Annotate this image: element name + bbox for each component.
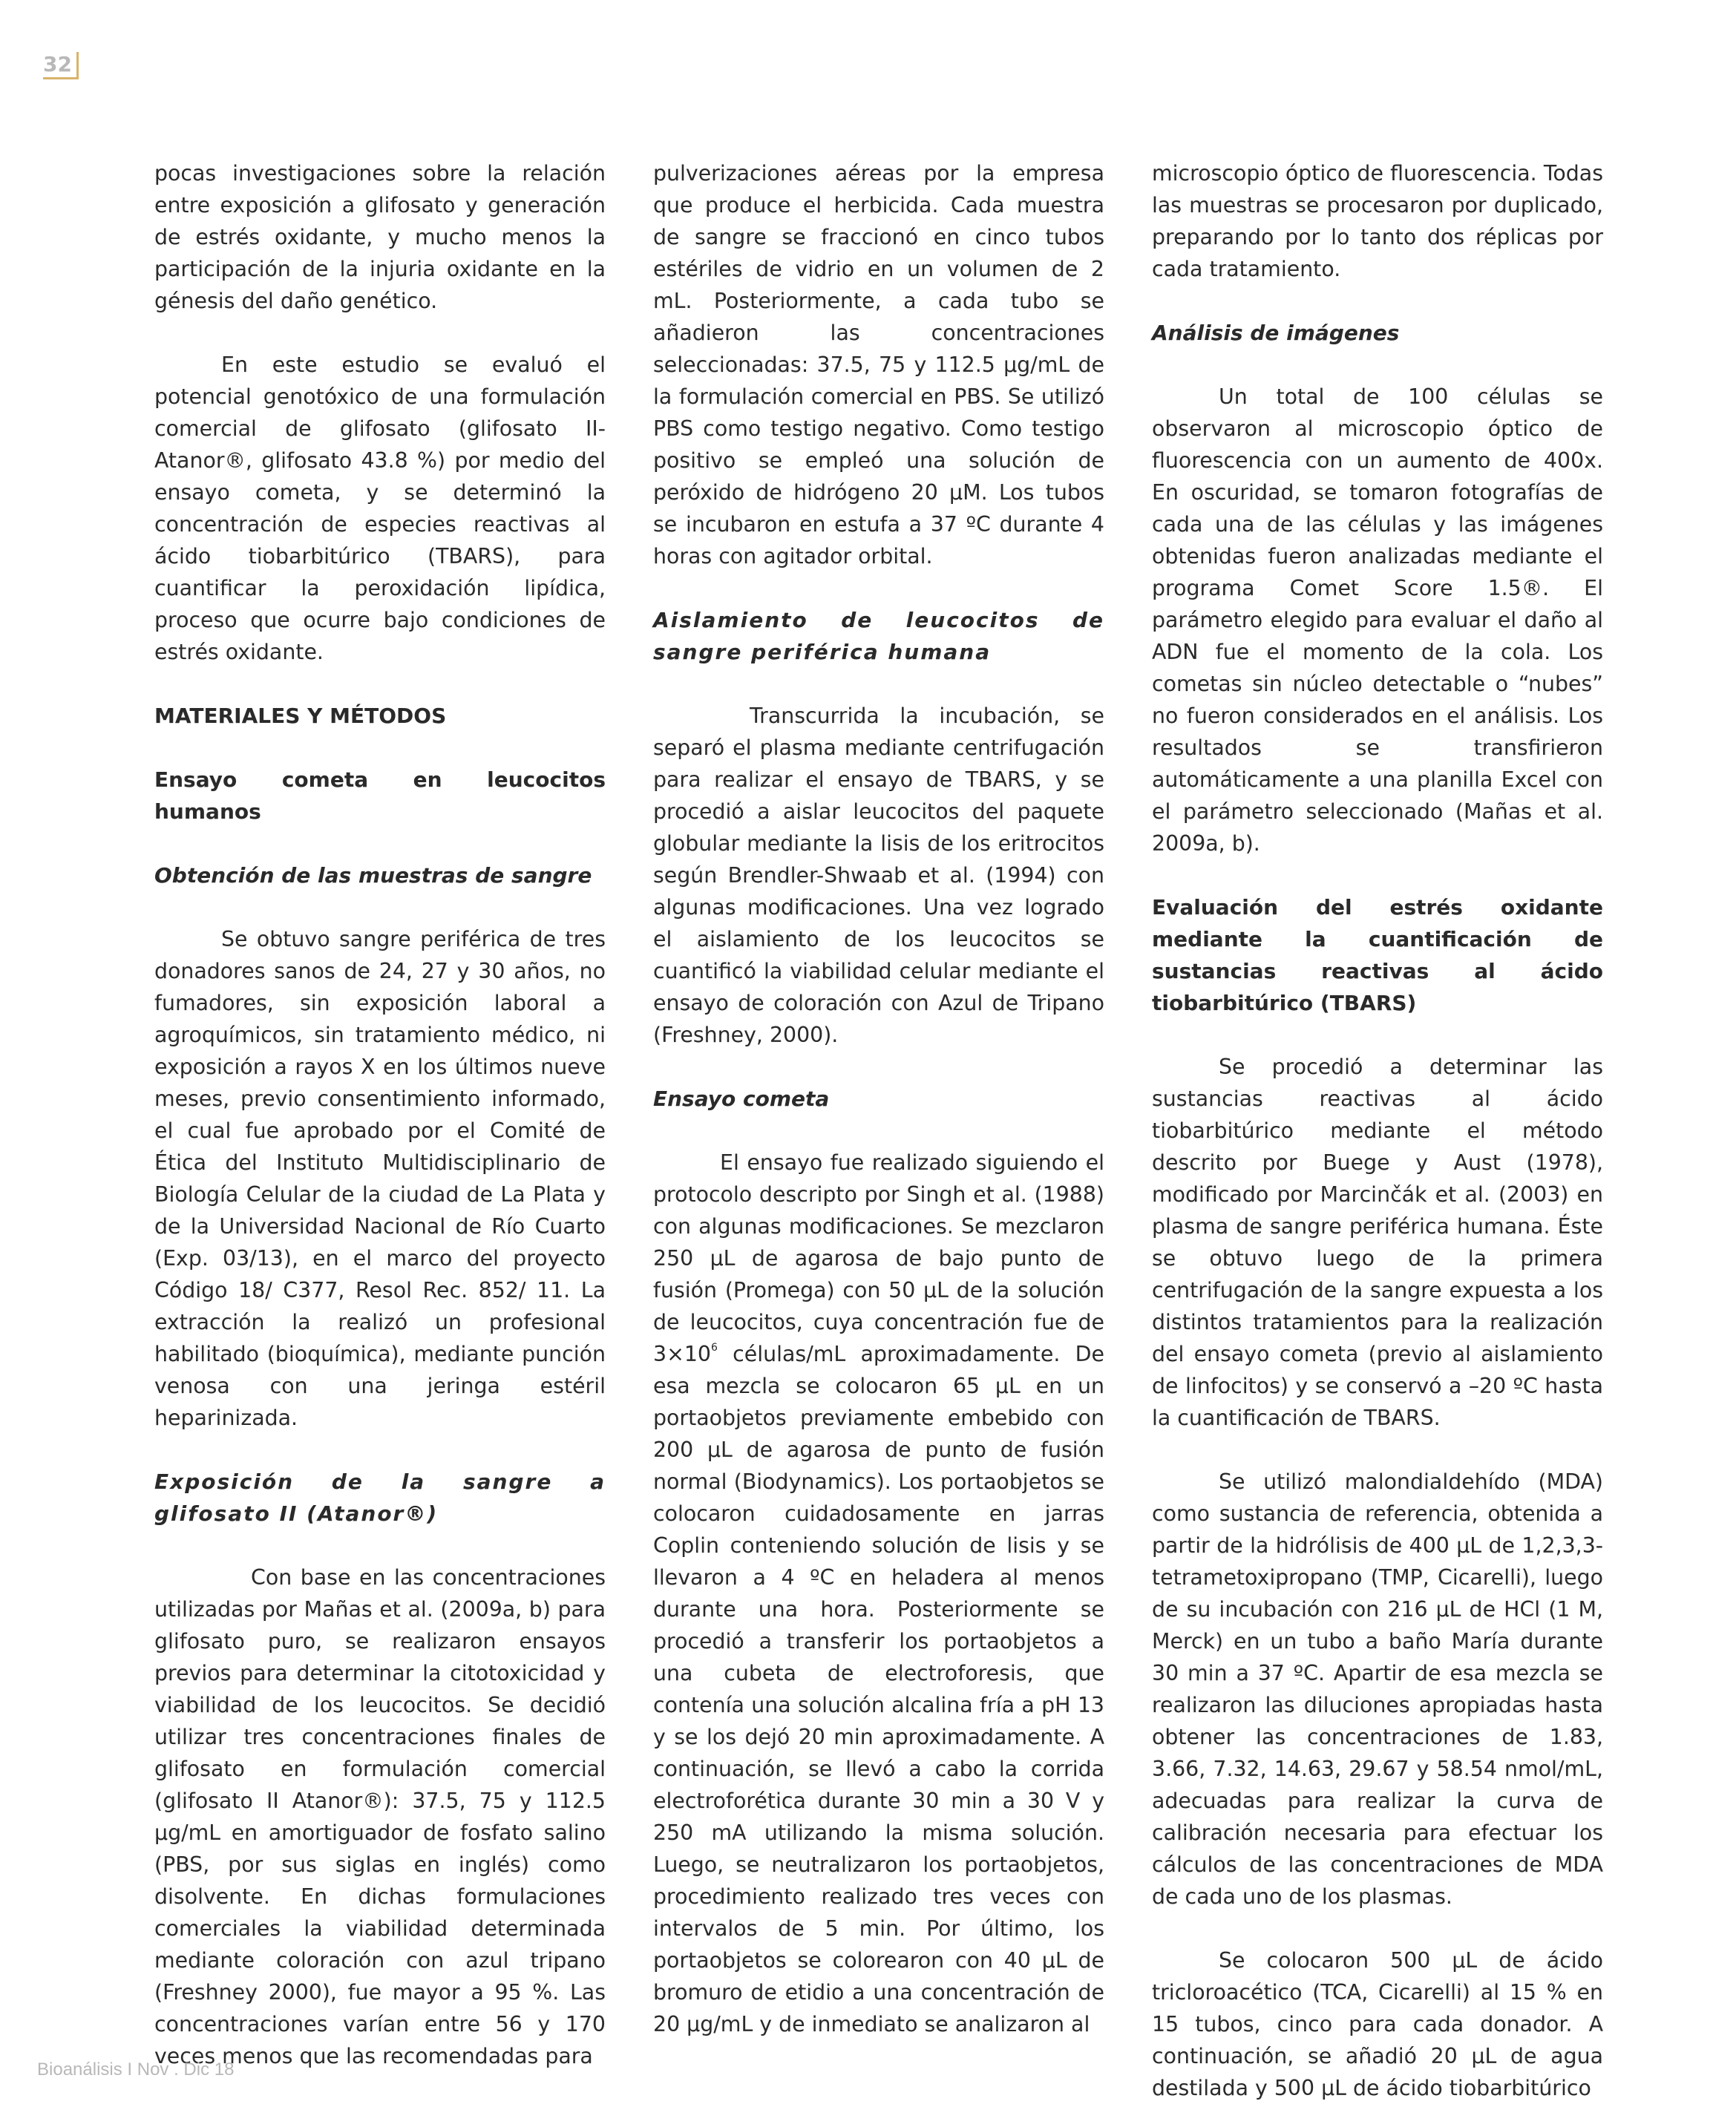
page-number: 32 <box>43 52 79 79</box>
paragraph: pulverizaciones aéreas por la empresa que produce el herbicida. Cada muestra de sangre se fraccionó en cinco tubos estériles de vidrio en un volumen de 2 mL. Posteriormente, a cada tubo se añadieron las concentraciones seleccionadas: 37.5, 75 y 112.5 μg/mL de la formulación comercial en PBS. Se utilizó PBS como testigo negativo. Como testigo positivo se empleó una solución de peróxido de hidrógeno 20 μM. Los tubos se incubaron en estufa a 37 ºC durante 4 horas con agitador orbital. <box>653 161 1104 568</box>
column-1 <box>154 157 606 2072</box>
paragraph-text: células/mL aproximadamente. De esa mezcla se colocaron 65 μL en un portaobjetos previamente embebido con 200 μL de agarosa de punto de fusión normal (Biodynamics). Los portaobjetos se colocaron cuidadosamente en jarras Coplin conteniendo solución de lisis y se llevaron a 4 ºC en heladera al menos durante una hora. Posteriormente se procedió a transferir los portaobjetos a una cubeta de electroforesis, que contenía una solución alcalina fría a pH 13 y se los dejó 20 min aproximadamente. A continuación, se llevó a cabo la corrida electroforética durante 30 min a 30 V y 250 mA utilizando la misma solución. Luego, se neutralizaron los portaobjetos, procedimiento realizado tres veces con intervalos de 5 min. Por último, los portaobjetos se colorearon con 40 μL de bromuro de etidio a una concentración de 20 μg/mL y de inmediato se analizaron al <box>653 1342 1104 2036</box>
subsection-heading: Análisis de imágenes <box>1152 321 1400 345</box>
superscript: 6 <box>710 1342 718 1354</box>
subsection-heading: Obtención de las muestras de sangre <box>154 863 592 888</box>
paragraph: microscopio óptico de fluorescencia. Todas las muestras se procesaron por duplicado, preparando por lo tanto dos réplicas por cada tratamiento. <box>1152 161 1603 281</box>
paragraph: Con base en las concentraciones utilizadas por Mañas et al. (2009a, b) para glifosato puro, se realizaron ensayos previos para determinar la citotoxicidad y viabilidad de los leucocitos. Se decidió utilizar tres concentraciones finales de glifosato en formulación comercial (glifosato II Atanor®): 37.5, 75 y 112.5 μg/mL en amortiguador de fosfato salino (PBS, por sus siglas en inglés) como disolvente. En dichas formulaciones comerciales la viabilidad determinada mediante coloración con azul tripano (Freshney 2000), fue mayor a 95 %. Las concentraciones varían entre 56 y 170 veces menos que las recomendadas para <box>154 1565 606 2068</box>
paragraph: Transcurrida la incubación, se separó el plasma mediante centrifugación para realizar el ensayo de TBARS, y se procedió a aislar leucocitos del paquete globular mediante la lisis de los eritrocitos según Brendler-Shwaab et al. (1994) con algunas modificaciones. Una vez logrado el aislamiento de los leucocitos se cuantificó la viabilidad celular mediante el ensayo de coloración con Azul de Tripano (Freshney, 2000). <box>653 704 1104 1047</box>
paragraph: En este estudio se evaluó el potencial genotóxico de una formulación comercial de glifosato (glifosato II-Atanor®, glifosato 43.8 %) por medio del ensayo cometa, y se determinó la concentración de especies reactivas al ácido tiobarbitúrico (TBARS), para cuantificar la peroxidación lipídica, proceso que ocurre bajo condiciones de estrés oxidante. <box>154 353 606 664</box>
column-2 <box>653 157 1104 2040</box>
subsection-heading: Ensayo cometa en leucocitos humanos <box>154 767 606 824</box>
paragraph-text: El ensayo fue realizado siguiendo el protocolo descripto por Singh et al. (1988) con algunas modificaciones. Se mezclaron 250 μL de agarosa de bajo punto de fusión (Promega) con 50 μL de la solución de leucocitos, cuya concentración fue de 3×10 <box>653 1150 1104 1366</box>
paragraph: Un total de 100 células se observaron al microscopio óptico de fluorescencia con un aumento de 400x. En oscuridad, se tomaron fotografías de cada una de las células y las imágenes obtenidas fueron analizadas mediante el programa Comet Score 1.5®. El parámetro elegido para evaluar el daño al ADN fue el momento de la cola. Los cometas sin núcleo detectable o “nubes” no fueron considerados en el análisis. Los resultados se transfirieron automáticamente a una planilla Excel con el parámetro seleccionado (Mañas et al. 2009a, b). <box>1152 384 1603 856</box>
footer: Bioanálisis I Nov . Dic 18 <box>37 2059 235 2080</box>
paragraph: Se colocaron 500 μL de ácido tricloroacético (TCA, Cicarelli) al 15 % en 15 tubos, cinco para cada donador. A continuación, se añadió 20 μL de agua destilada y 500 μL de ácido tiobarbitúrico <box>1152 1948 1603 2100</box>
subsection-heading: Exposición de la sangre a glifosato II (Atanor®) <box>154 1469 606 1526</box>
paragraph <box>653 1147 1104 2040</box>
subsection-heading: Ensayo cometa <box>653 1087 830 1111</box>
subsection-heading: Aislamiento de leucocitos de sangre periférica humana <box>653 608 1104 664</box>
paragraph: Se utilizó malondialdehído (MDA) como sustancia de referencia, obtenida a partir de la hidrólisis de 400 μL de 1,2,3,3-tetrametoxipropano (TMP, Cicarelli), luego de su incubación con 216 μL de HCl (1 M, Merck) en un tubo a baño María durante 30 min a 37 ºC. Apartir de esa mezcla se realizaron las diluciones apropiadas hasta obtener las concentraciones de 1.83, 3.66, 7.32, 14.63, 29.67 y 58.54 nmol/mL, adecuadas para realizar la curva de calibración necesaria para efectuar los cálculos de las concentraciones de MDA de cada uno de los plasmas. <box>1152 1469 1603 1909</box>
paragraph: Se procedió a determinar las sustancias reactivas al ácido tiobarbitúrico mediante el método descrito por Buege y Aust (1978), modificado por Marcinčák et al. (2003) en plasma de sangre periférica humana. Éste se obtuvo luego de la primera centrifugación de la sangre expuesta a los distintos tratamientos para la realización del ensayo cometa (previo al aislamiento de linfocitos) y se conservó a –20 ºC hasta la cuantificación de TBARS. <box>1152 1055 1603 1430</box>
subsection-heading: Evaluación del estrés oxidante mediante la cuantificación de sustancias reactivas al ácido tiobarbitúrico (TBARS) <box>1152 895 1603 1015</box>
paragraph: pocas investigaciones sobre la relación entre exposición a glifosato y generación de estrés oxidante, y mucho menos la participación de la injuria oxidante en la génesis del daño genético. <box>154 161 606 313</box>
column-3 <box>1152 157 1603 2104</box>
section-heading: MATERIALES Y MÉTODOS <box>154 704 447 728</box>
paragraph: Se obtuvo sangre periférica de tres donadores sanos de 24, 27 y 30 años, no fumadores, sin exposición laboral a agroquímicos, sin tratamiento médico, ni exposición a rayos X en los últimos nueve meses, previo consentimiento informado, el cual fue aprobado por el Comité de Ética del Instituto Multidisciplinario de Biología Celular de la ciudad de La Plata y de la Universidad Nacional de Río Cuarto (Exp. 03/13), en el marco del proyecto Código 18/ C377, Resol Rec. 852/ 11. La extracción la realizó un profesional habilitado (bioquímica), mediante punción venosa con una jeringa estéril heparinizada. <box>154 927 606 1430</box>
